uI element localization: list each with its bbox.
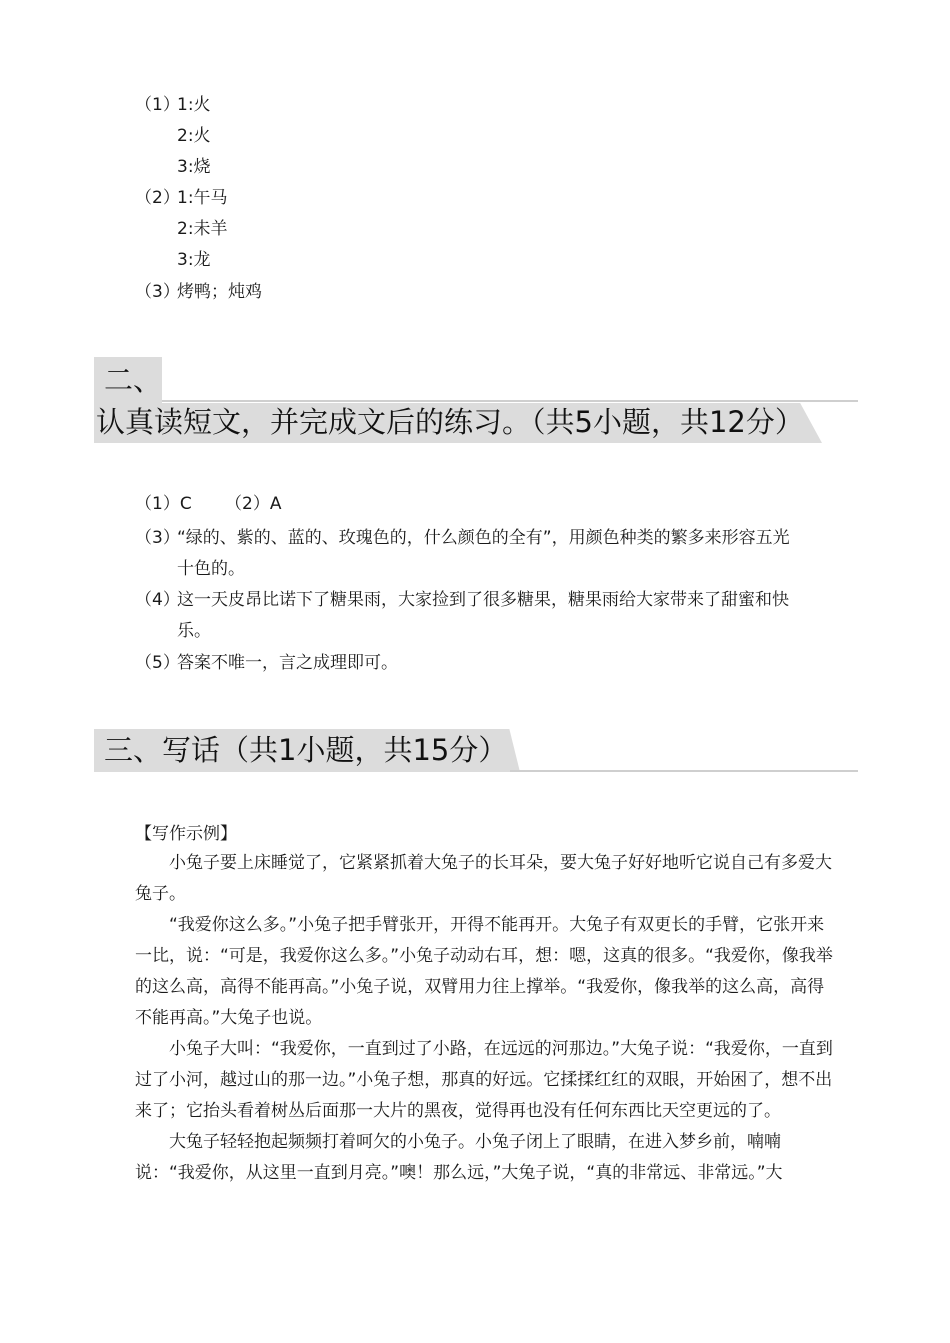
paragraph: 大兔子轻轻抱起频频打着呵欠的小兔子。小兔子闭上了眼睛，在进入梦乡前，喃喃说：“我爱你，从这里一直到月亮。”噢！那么远，”大兔子说，“真的非常远、非常远。”大 <box>135 1132 783 1183</box>
answer-line: （1）1:火 <box>135 95 211 115</box>
answer-line: （2）1:午马 <box>135 188 228 208</box>
section3-title: 三、写话（共1小题，共15分） <box>104 733 508 767</box>
answer-line: （3）烤鸭；炖鸡 <box>135 282 262 302</box>
answer-line: 2:未羊 <box>177 219 228 239</box>
answer-line: 3:龙 <box>177 250 211 270</box>
answer-line: （1）C （2）A <box>135 494 282 514</box>
section2-number: 二、 <box>104 363 163 397</box>
paragraph: 小兔子大叫：“我爱你，一直到过了小路，在远远的河那边。”大兔子说：“我爱你，一直到过了小河，越过山的那一边。”小兔子想，那真的好远。它揉揉红红的双眼，开始困了，想不出来了；它抬头看着树丛后面那一大片的黑夜，觉得再也没有任何东西比天空更远的了。 <box>135 1039 833 1121</box>
paragraph: “我爱你这么多。”小兔子把手臂张开，开得不能再开。大兔子有双更长的手臂，它张开来一比，说：“可是，我爱你这么多。”小兔子动动右耳，想：嗯，这真的很多。“我爱你，像我举的这么高，高得不能再高。”小兔子说，双臂用力往上撑举。“我爱你，像我举的这么高，高得不能再高。”大兔子也说。 <box>135 915 833 1028</box>
section2-title: 认真读短文，并完成文后的练习。（共5小题，共12分） <box>96 405 804 439</box>
example-label: 【写作示例】 <box>135 824 237 844</box>
answer-line: 3:烧 <box>177 157 211 177</box>
answer-line: 2:火 <box>177 126 211 146</box>
paragraph: 小兔子要上床睡觉了，它紧紧抓着大兔子的长耳朵，要大兔子好好地听它说自己有多爱大兔子。 <box>135 853 832 904</box>
example-text <box>135 848 837 1189</box>
